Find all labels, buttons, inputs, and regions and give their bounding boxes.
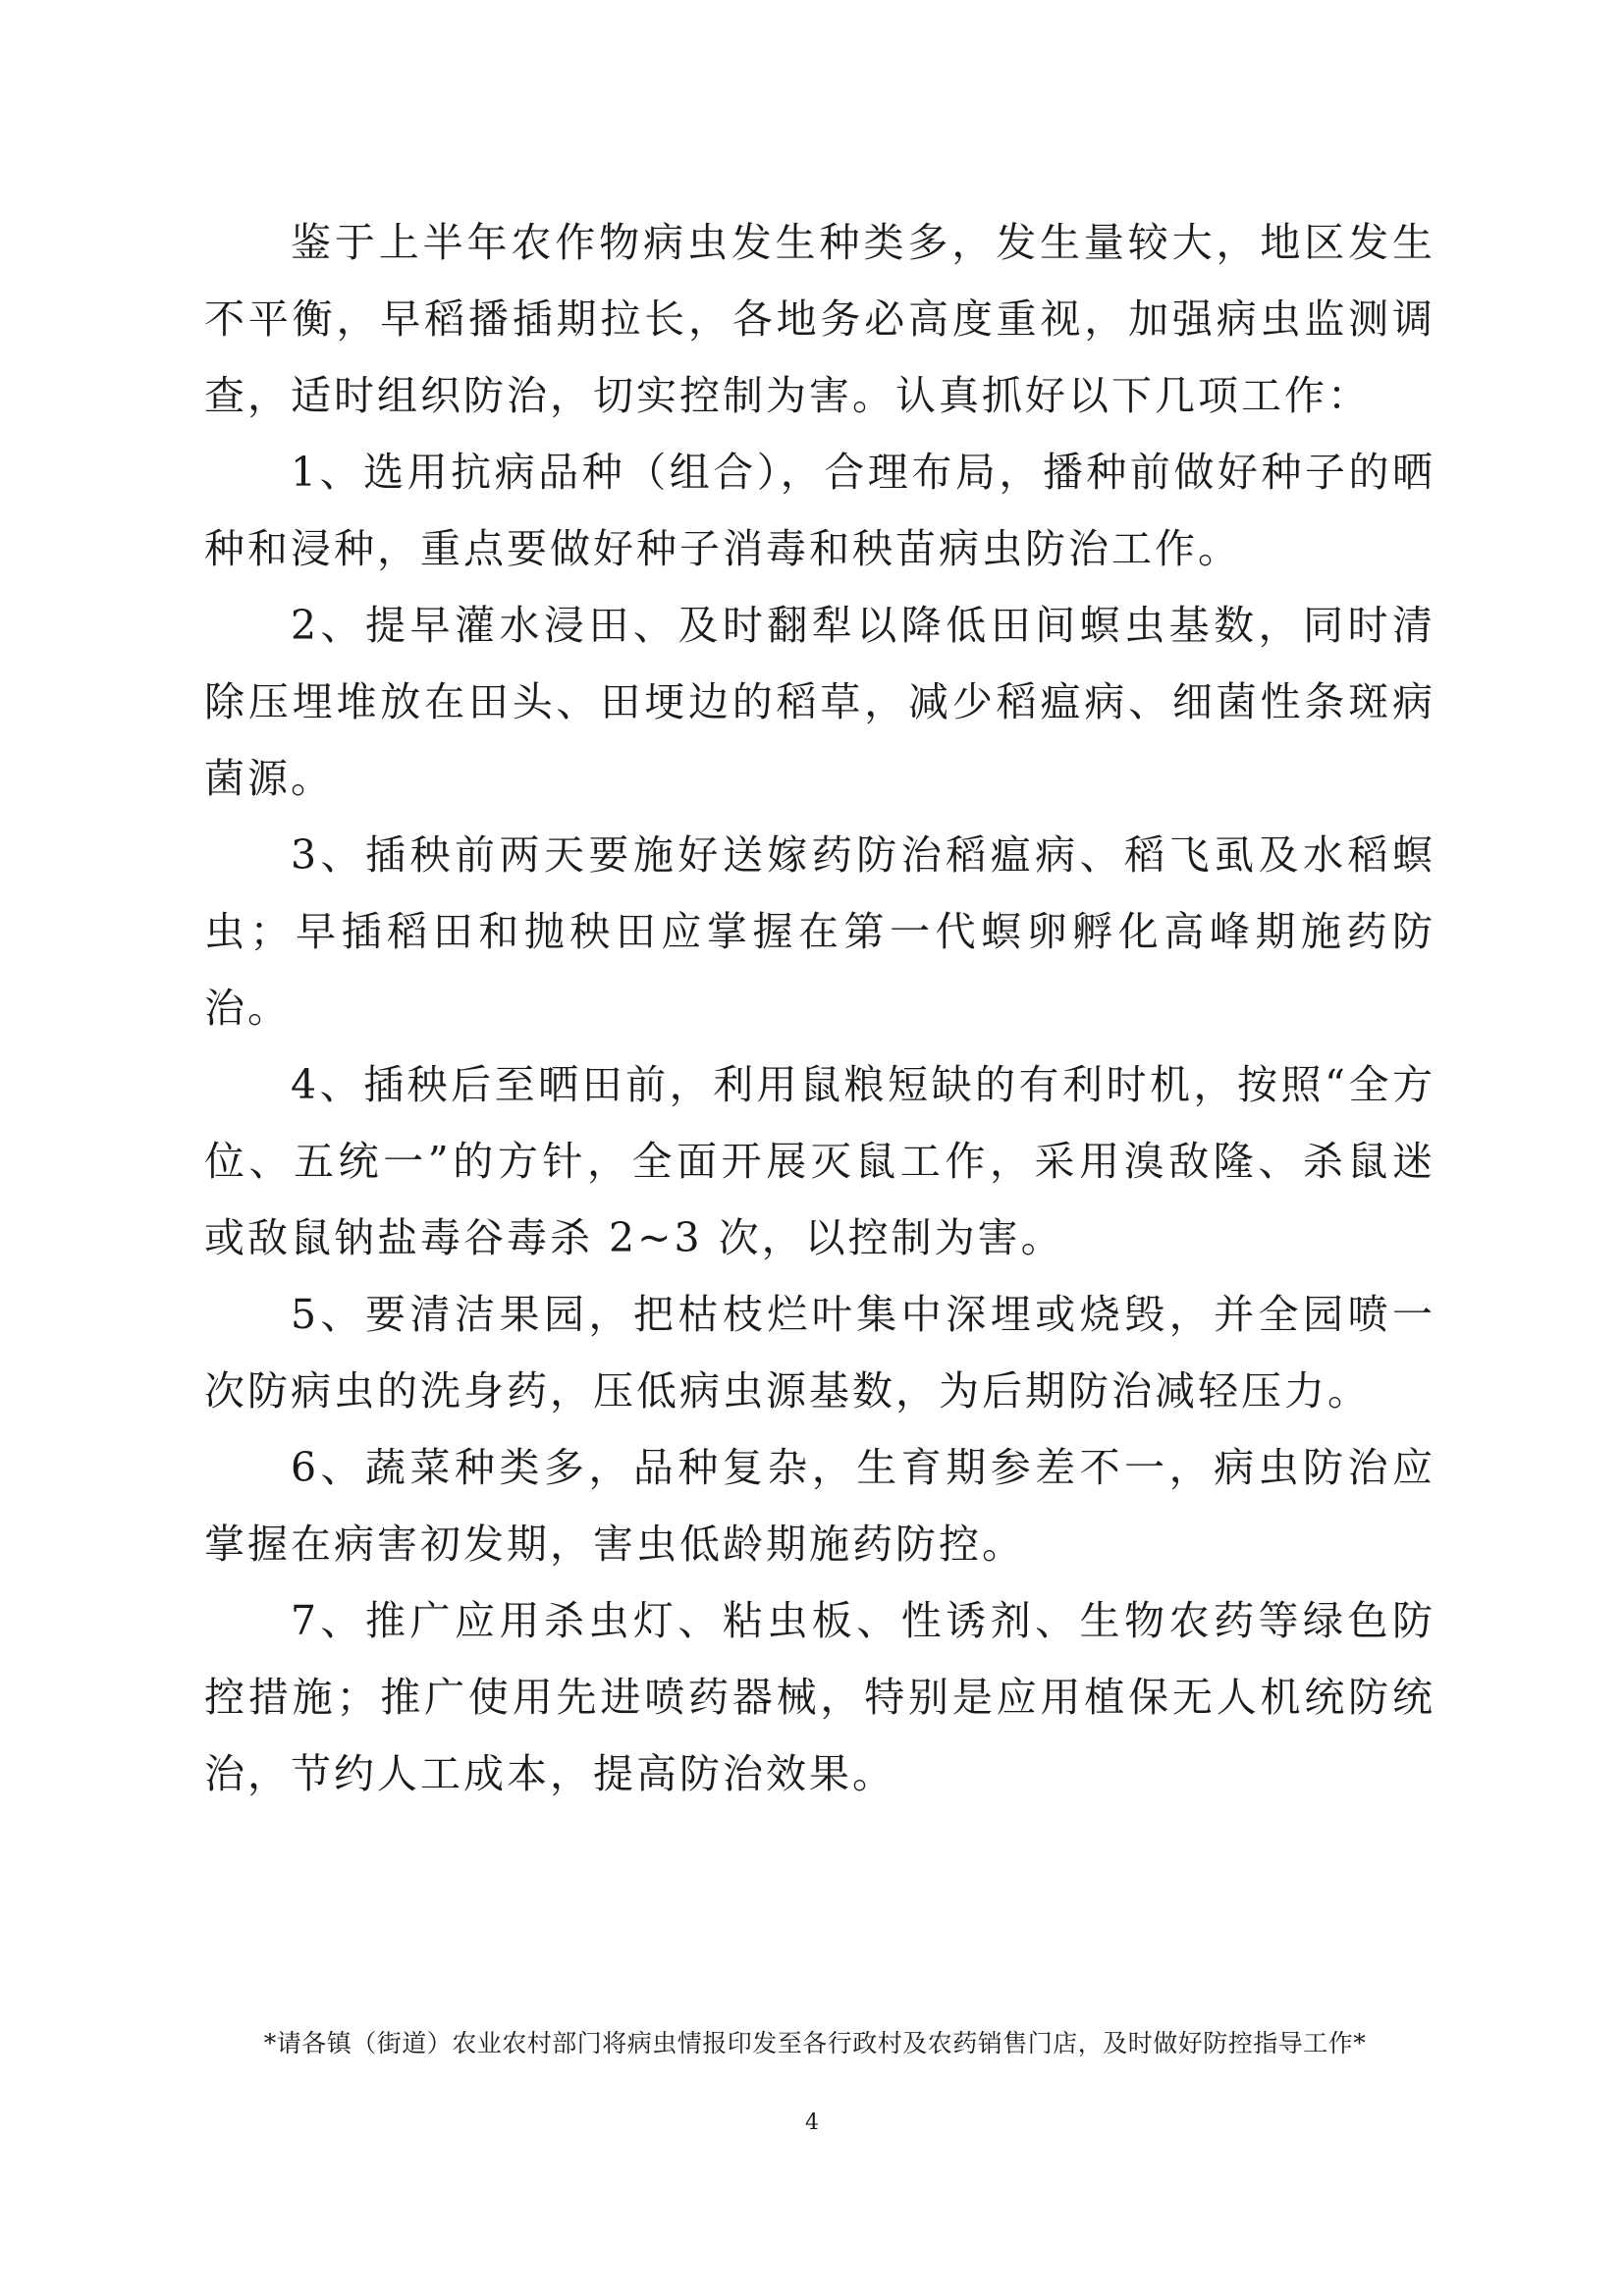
measure-paragraph-7: 7、推广应用杀虫灯、粘虫板、性诱剂、生物农药等绿色防控措施；推广使用先进喷药器械，特别是应用植保无人机统防统治，节约人工成本，提高防治效果。 — [204, 1597, 1435, 1797]
measure-paragraph-6: 6、蔬菜种类多，品种复杂，生育期参差不一，病虫防治应掌握在病害初发期，害虫低龄期施药防控。 — [204, 1444, 1435, 1568]
measure-paragraph-1: 1、选用抗病品种（组合），合理布局，播种前做好种子的晒种和浸种，重点要做好种子消毒和秧苗病虫防治工作。 — [204, 449, 1435, 572]
measure-paragraph-2: 2、提早灌水浸田、及时翻犁以降低田间螟虫基数，同时清除压埋堆放在田头、田埂边的稻草，减少稻瘟病、细菌性条斑病菌源。 — [204, 602, 1435, 802]
body-text — [204, 204, 1435, 1812]
page-number: 4 — [805, 2110, 819, 2135]
intro-paragraph: 鉴于上半年农作物病虫发生种类多，发生量较大，地区发生不平衡，早稻播插期拉长，各地务必高度重视，加强病虫监测调查，适时组织防治，切实控制为害。认真抓好以下几项工作： — [204, 219, 1435, 419]
measure-paragraph-3: 3、插秧前两天要施好送嫁药防治稻瘟病、稻飞虱及水稻螟虫；早插稻田和抛秧田应掌握在第一代螟卵孵化高峰期施药防治。 — [204, 831, 1435, 1032]
measure-paragraph-4: 4、插秧后至晒田前，利用鼠粮短缺的有利时机，按照“全方位、五统一”的方针，全面开展灭鼠工作，采用溴敌隆、杀鼠迷或敌鼠钠盐毒谷毒杀 2~3 次，以控制为害。 — [204, 1061, 1435, 1261]
measure-paragraph-5: 5、要清洁果园，把枯枝烂叶集中深埋或烧毁，并全园喷一次防病虫的洗身药，压低病虫源基数，为后期防治减轻压力。 — [204, 1291, 1435, 1415]
footer-note: *请各镇（街道）农业农村部门将病虫情报印发至各行政村及农药销售门店，及时做好防控指导工作* — [263, 2029, 1367, 2057]
